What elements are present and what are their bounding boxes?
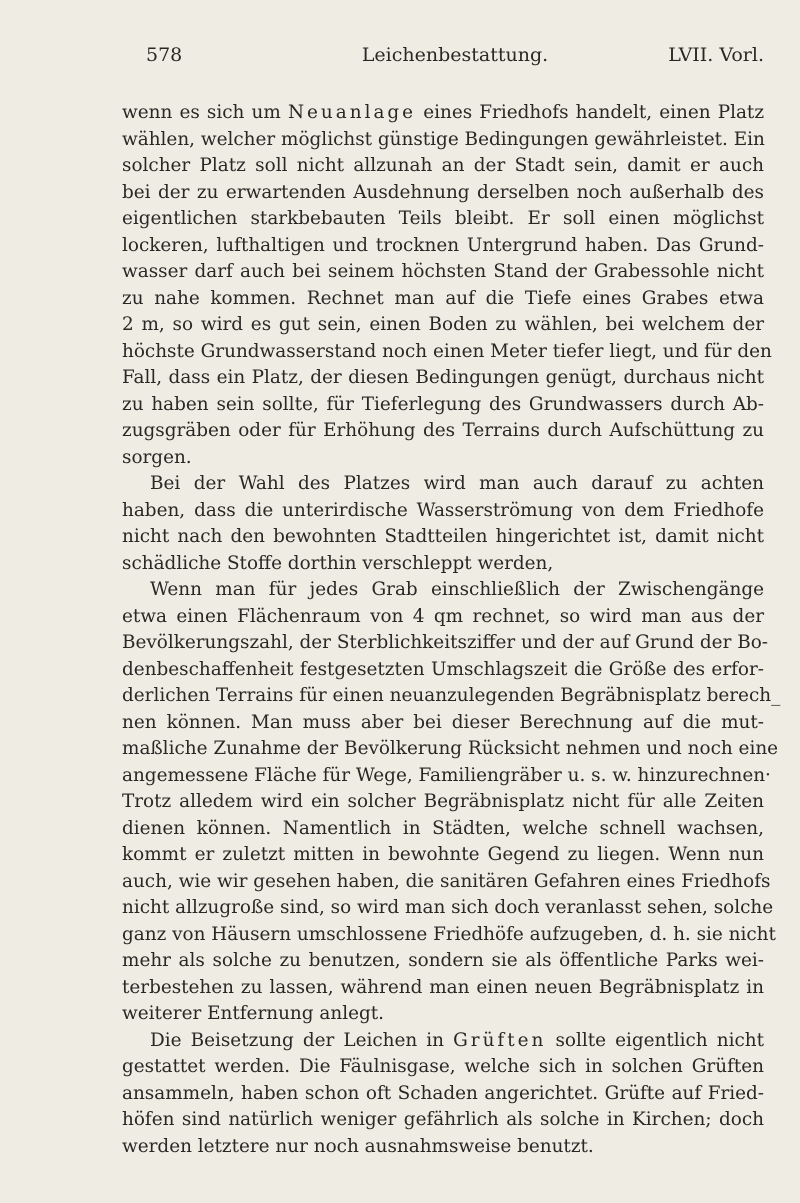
text-line: werden letztere nur noch ausnahmsweise benutzt. bbox=[122, 1135, 594, 1157]
emphasized-term: Neuanlage bbox=[287, 102, 417, 123]
text-line: nicht allzugroße sind, so wird man sich doch veranlasst sehen, solche bbox=[122, 897, 774, 918]
text-line: schädliche Stoffe dorthin verschleppt werden, bbox=[122, 552, 554, 574]
text-line: Bei der Wahl des Platzes wird man auch darauf zu achten bbox=[150, 473, 764, 494]
text-line: terbestehen zu lassen, während man einen neuen Begräbnisplatz in bbox=[122, 976, 764, 998]
text-line: kommt er zuletzt mitten in bewohnte Gegend zu liegen. Wenn nun bbox=[122, 844, 764, 865]
text-line: wenn es sich um Neuanlage eines Friedhofs handelt, einen Platz bbox=[122, 102, 765, 123]
text-line: 2 m, so wird es gut sein, einen Boden zu wählen, bei welchem der bbox=[122, 314, 764, 335]
text-line: dienen können. Namentlich in Städten, welche schnell wachsen, bbox=[122, 817, 764, 839]
text-line: ansammeln, haben schon oft Schaden angerichtet. Grüfte auf Fried- bbox=[122, 1082, 764, 1104]
paragraph-3 bbox=[122, 577, 781, 1028]
page-number: 578 bbox=[146, 44, 183, 66]
text-line: ganz von Häusern umschlossene Friedhöfe aufzugeben, d. h. sie nicht bbox=[122, 923, 776, 945]
text-line: etwa einen Flächenraum von 4 qm rechnet, so wird man aus der bbox=[122, 605, 764, 627]
text-line: eigentlichen starkbebauten Teils bleibt. Er soll einen möglichst bbox=[122, 208, 764, 229]
text-line: angemessene Fläche für Wege, Familiengräber u. s. w. hinzurechnen· bbox=[122, 764, 771, 786]
text-line: Trotz alledem wird ein solcher Begräbnisplatz nicht für alle Zeiten bbox=[122, 791, 764, 812]
text-line: solcher Platz soll nicht allzunah an der Stadt sein, damit er auch bbox=[122, 155, 764, 176]
text-line: Fall, dass ein Platz, der diesen Bedingungen genügt, durchaus nicht bbox=[122, 367, 764, 388]
text-line: wasser darf auch bei seinem höchsten Stand der Grabessohle nicht bbox=[122, 261, 764, 282]
text-line: gestattet werden. Die Fäulnisgase, welche sich in solchen Grüften bbox=[122, 1056, 764, 1077]
body-text bbox=[122, 100, 781, 1160]
text-line: weiterer Entfernung anlegt. bbox=[122, 1003, 384, 1024]
paragraph-2 bbox=[122, 471, 764, 577]
running-title: Leichenbestattung. bbox=[361, 44, 549, 66]
text-line: nicht nach den bewohnten Stadtteilen hingerichtet ist, damit nicht bbox=[122, 526, 764, 547]
text-line: lockeren, lufthaltigen und trocknen Untergrund haben. Das Grund- bbox=[122, 234, 764, 256]
text-line: Die Beisetzung der Leichen in Grüften sollte eigentlich nicht bbox=[150, 1029, 764, 1051]
paragraph-1 bbox=[122, 100, 772, 471]
text-line: zu haben sein sollte, für Tieferlegung des Grundwassers durch Ab- bbox=[122, 393, 764, 415]
text-line: nen können. Man muss aber bei dieser Berechnung auf die mut- bbox=[122, 711, 764, 733]
text-line: mehr als solche zu benutzen, sondern sie als öffentliche Parks wei- bbox=[122, 950, 764, 971]
text-line: höfen sind natürlich weniger gefährlich als solche in Kirchen; doch bbox=[122, 1109, 764, 1130]
text-line: auch, wie wir gesehen haben, die sanitären Gefahren eines Friedhofs bbox=[122, 870, 771, 892]
text-line: höchste Grundwasserstand noch einen Meter tiefer liegt, und für den bbox=[122, 340, 772, 362]
section-reference: LVII. Vorl. bbox=[668, 44, 764, 66]
paragraph-4 bbox=[122, 1028, 764, 1161]
text-line: sorgen. bbox=[122, 446, 192, 468]
text-line: Bevölkerungszahl, der Sterblichkeitsziffer und der auf Grund der Bo- bbox=[122, 632, 769, 653]
text-line: maßliche Zunahme der Bevölkerung Rücksicht nehmen und noch eine bbox=[122, 738, 779, 759]
text-line: Wenn man für jedes Grab einschließlich der Zwischengänge bbox=[150, 579, 764, 600]
text-line: bei der zu erwartenden Ausdehnung derselben noch außerhalb des bbox=[122, 181, 764, 203]
text-line: haben, dass die unterirdische Wasserströmung von dem Friedhofe bbox=[122, 499, 764, 521]
emphasized-term: Grüften bbox=[453, 1029, 547, 1051]
text-line: zugsgräben oder für Erhöhung des Terrains durch Aufschüttung zu bbox=[122, 420, 764, 441]
text-line: wählen, welcher möglichst günstige Bedingungen gewährleistet. Ein bbox=[122, 128, 765, 150]
text-line: zu nahe kommen. Rechnet man auf die Tiefe eines Grabes etwa bbox=[122, 287, 764, 309]
page-header bbox=[146, 44, 764, 74]
text-line: derlichen Terrains für einen neuanzulegenden Begräbnisplatz berech_ bbox=[122, 685, 781, 706]
text-line: denbeschaffenheit festgesetzten Umschlagszeit die Größe des erfor- bbox=[122, 658, 764, 680]
